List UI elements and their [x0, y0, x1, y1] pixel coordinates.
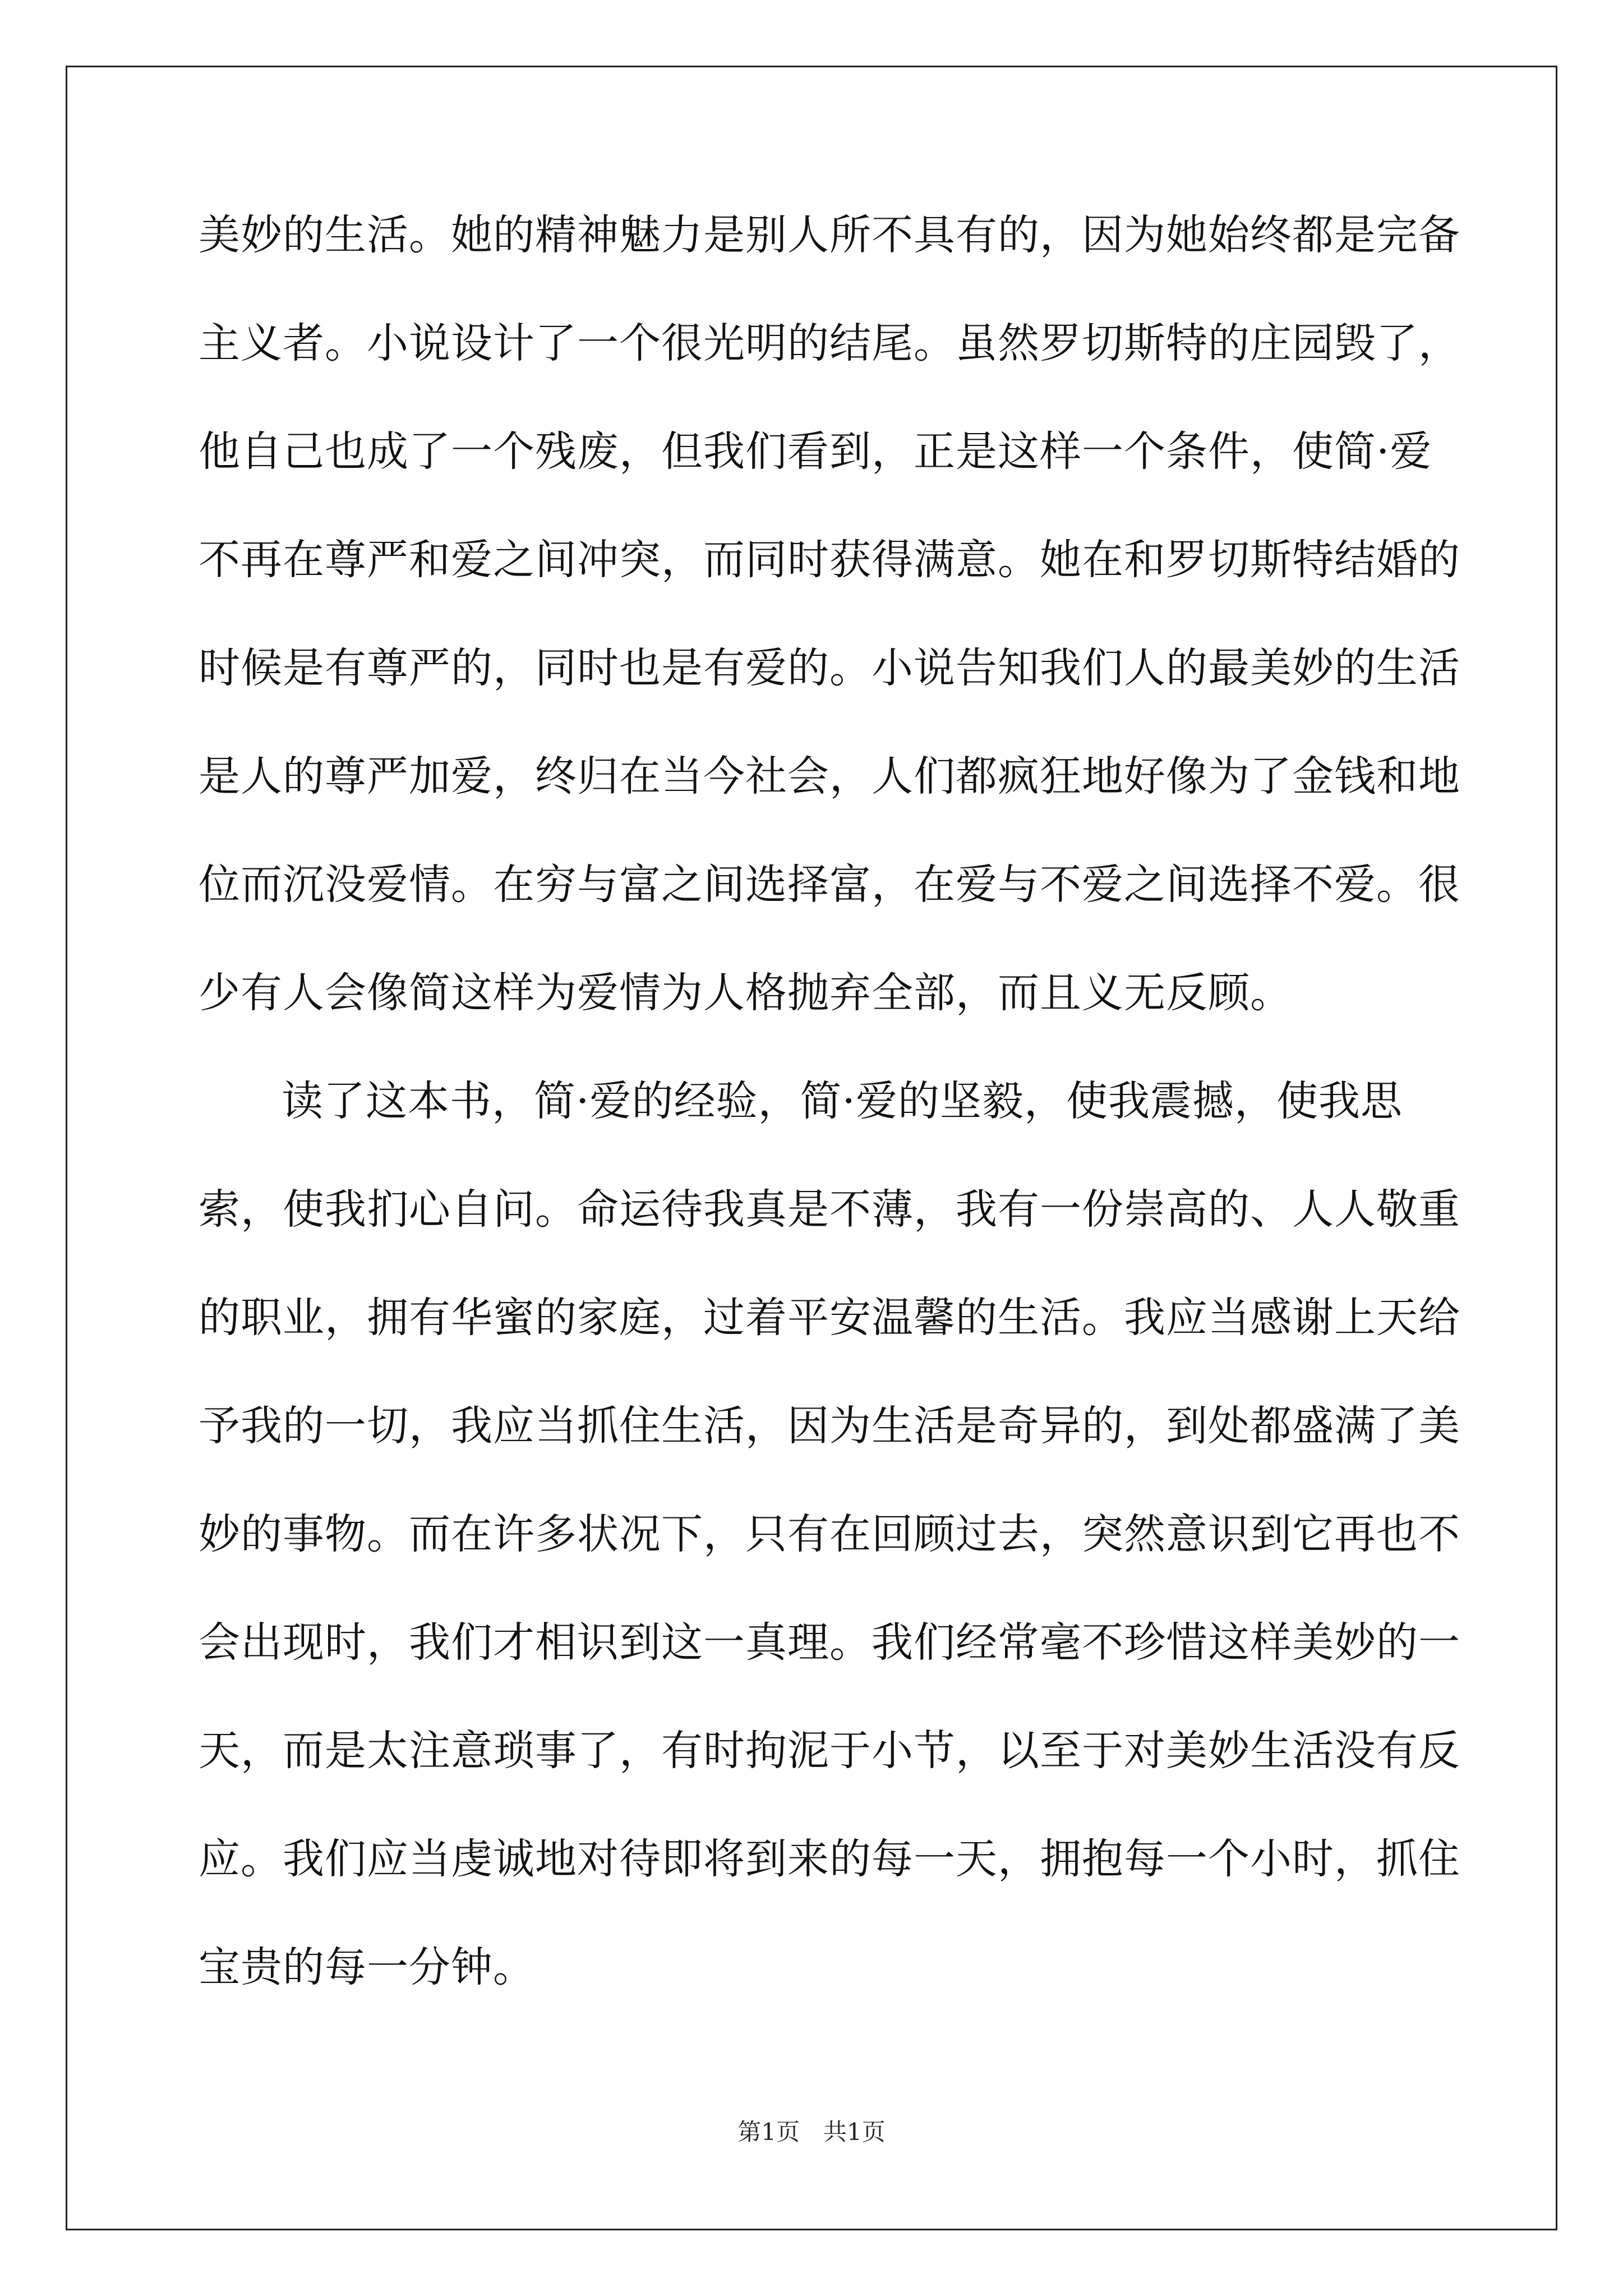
text-line: 主义者。小说设计了一个很光明的结尾。虽然罗切斯特的庄园毁了，: [199, 319, 1460, 367]
page-footer: [0, 2120, 1623, 2144]
page-total: 共1页: [823, 2118, 886, 2146]
text-line: 索，使我扪心自问。命运待我真是不薄，我有一份崇高的、人人敬重: [199, 1185, 1460, 1234]
text-line: 应。我们应当虔诚地对待即将到来的每一天，拥抱每一个小时，抓住: [199, 1835, 1460, 1883]
text-line: 少有人会像简这样为爱情为人格抛弃全部，而且义无反顾。: [199, 969, 1292, 1017]
text-line: 妙的事物。而在许多状况下，只有在回顾过去，突然意识到它再也不: [199, 1510, 1460, 1558]
text-line: 的职业，拥有华蜜的家庭，过着平安温馨的生活。我应当感谢上天给: [199, 1294, 1460, 1342]
text-line: 读了这本书，简·爱的经验，简·爱的坚毅，使我震撼，使我思: [282, 1077, 1403, 1125]
text-line: 宝贵的每一分钟。: [199, 1943, 535, 1991]
body-text: [199, 211, 1460, 2055]
text-line: 予我的一切，我应当抓住生活，因为生活是奇异的，到处都盛满了美: [199, 1402, 1460, 1450]
text-line: 天，而是太注意琐事了，有时拘泥于小节，以至于对美妙生活没有反: [199, 1727, 1460, 1775]
text-line: 他自己也成了一个残废，但我们看到，正是这样一个条件，使简·爱: [199, 427, 1432, 476]
text-line: 会出现时，我们才相识到这一真理。我们经常毫不珍惜这样美妙的一: [199, 1618, 1460, 1667]
text-line: 不再在尊严和爱之间冲突，而同时获得满意。她在和罗切斯特结婚的: [199, 536, 1460, 584]
text-line: 时候是有尊严的，同时也是有爱的。小说告知我们人的最美妙的生活: [199, 644, 1460, 692]
text-line: 位而沉没爱情。在穷与富之间选择富，在爱与不爱之间选择不爱。很: [199, 861, 1460, 909]
text-line: 美妙的生活。她的精神魅力是别人所不具有的，因为她始终都是完备: [199, 211, 1460, 259]
text-line: 是人的尊严加爱，终归在当今社会，人们都疯狂地好像为了金钱和地: [199, 752, 1460, 800]
page-number: 第1页: [737, 2118, 800, 2146]
